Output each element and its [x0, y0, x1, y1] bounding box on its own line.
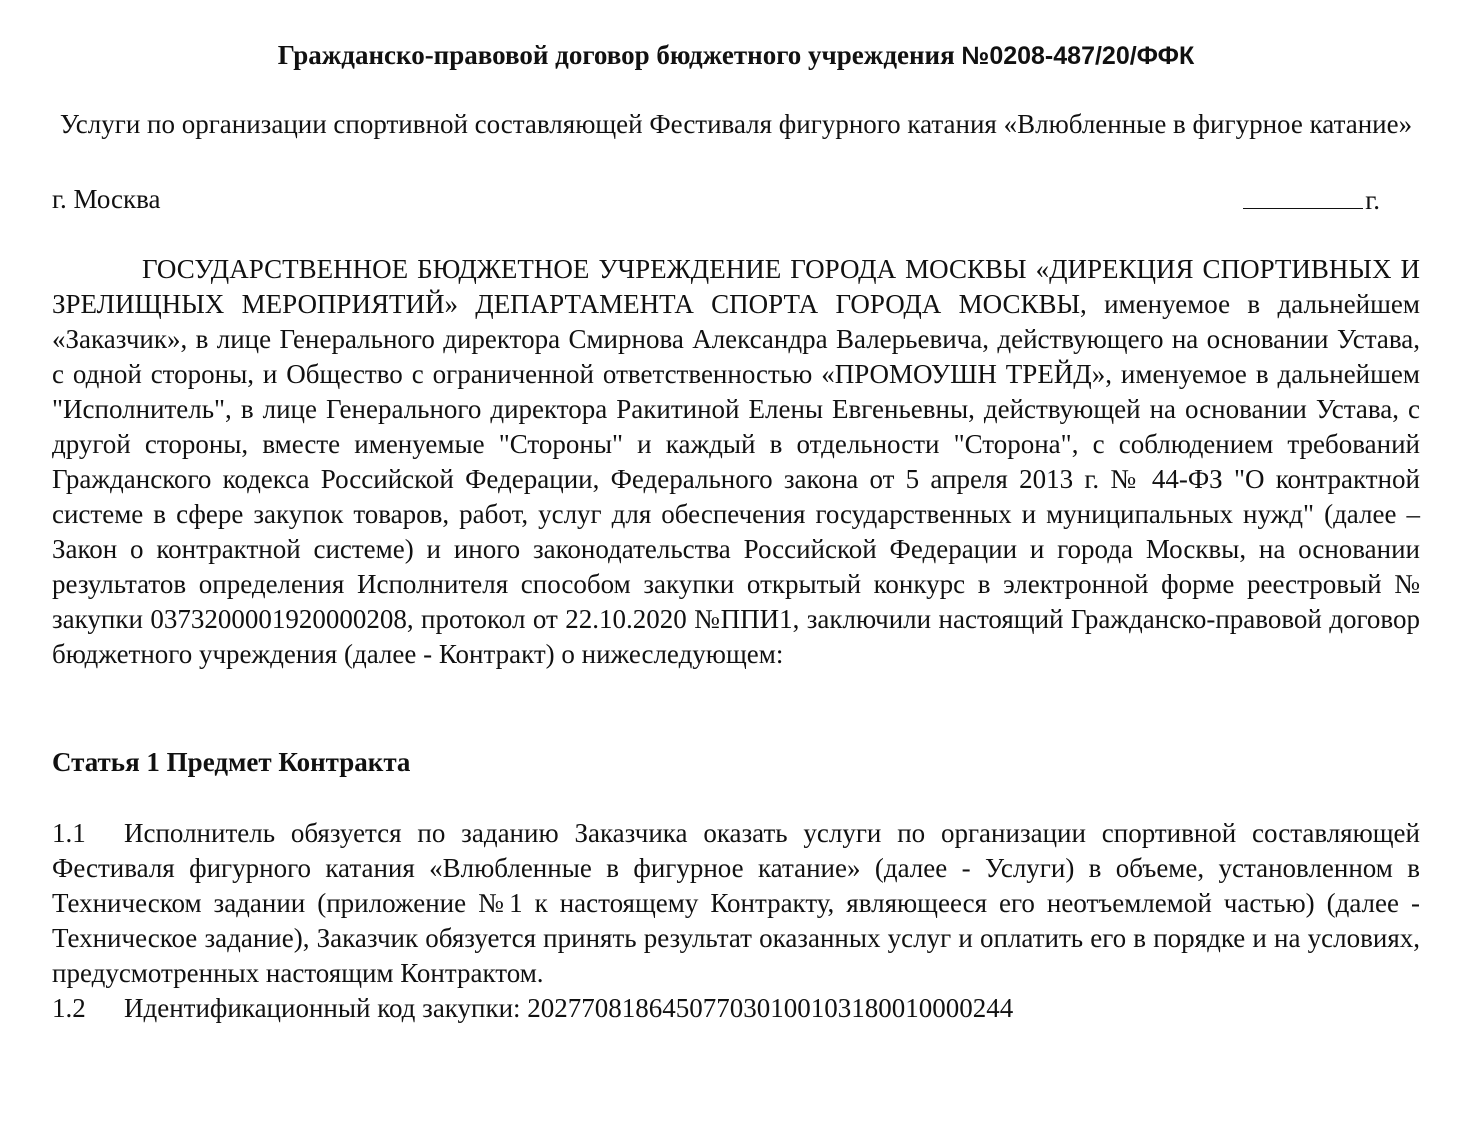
- city: г. Москва: [52, 184, 161, 214]
- date-field: [1243, 182, 1420, 218]
- clause-text: Идентификационный код закупки: 202770818645077030100103180010000244: [124, 993, 1014, 1023]
- document-subtitle: Услуги по организации спортивной составляющей Фестиваля фигурного катания «Влюбленные в фигурное катание»: [59, 109, 1413, 139]
- contract-page: [52, 38, 1420, 1026]
- clause-number: 1.1: [52, 818, 86, 848]
- date-suffix: г.: [1365, 185, 1380, 215]
- document-title-prefix: Гражданско-правовой договор бюджетного учреждения: [277, 40, 962, 70]
- place-date-row: [52, 182, 1420, 218]
- document-title: [52, 38, 1420, 73]
- article-heading: Статья 1 Предмет Контракта: [52, 747, 411, 777]
- clause-1-2: [52, 991, 1420, 1026]
- preamble-paragraph: ГОСУДАРСТВЕННОЕ БЮДЖЕТНОЕ УЧРЕЖДЕНИЕ ГОРОДА МОСКВЫ «ДИРЕКЦИЯ СПОРТИВНЫХ И ЗРЕЛИЩНЫХ МЕРОПРИЯТИЙ» ДЕПАРТАМЕНТА СПОРТА ГОРОДА МОСКВЫ, именуемое в дальнейшем «Заказчик», в лице Генерального директора Смирнова Александра Валерьевича, действующего на основании Устава, с одной стороны, и Общество с ограниченной ответственностью «ПРОМОУШН ТРЕЙД», именуемое в дальнейшем "Исполнитель", в лице Генерального директора Ракитиной Елены Евгеньевны, действующей на основании Устава, с другой стороны, вместе именуемые "Стороны" и каждый в отдельности "Сторона", с соблюдением требований Гражданского кодекса Российской Федерации, Федерального закона от 5 апреля 2013 г. № 44-ФЗ "О контрактной системе в сфере закупок товаров, работ, услуг для обеспечения государственных и муниципальных нужд" (далее – Закон о контрактной системе) и иного законодательства Российской Федерации и города Москвы, на основании результатов определения Исполнителя способом закупки открытый конкурс в электронной форме реестровый № закупки 0373200001920000208, протокол от 22.10.2020 №ППИ1, заключили настоящий Гражданско-правовой договор бюджетного учреждения (далее - Контракт) о нижеследующем:: [52, 254, 1420, 669]
- date-blank-line: [1243, 182, 1363, 209]
- clause-1-1: [52, 816, 1420, 991]
- clause-number: 1.2: [52, 993, 86, 1023]
- clause-text: Исполнитель обязуется по заданию Заказчика оказать услуги по организации спортивной составляющей Фестиваля фигурного катания «Влюбленные в фигурное катание» (далее - Услуги) в объеме, установленном в Техническом задании (приложение №1 к настоящему Контракту, являющееся его неотъемлемой частью) (далее - Техническое задание), Заказчик обязуется принять результат оказанных услуг и оплатить его в порядке и на условиях, предусмотренных настоящим Контрактом.: [52, 818, 1420, 988]
- contract-number: №0208-487/20/ФФК: [961, 42, 1195, 70]
